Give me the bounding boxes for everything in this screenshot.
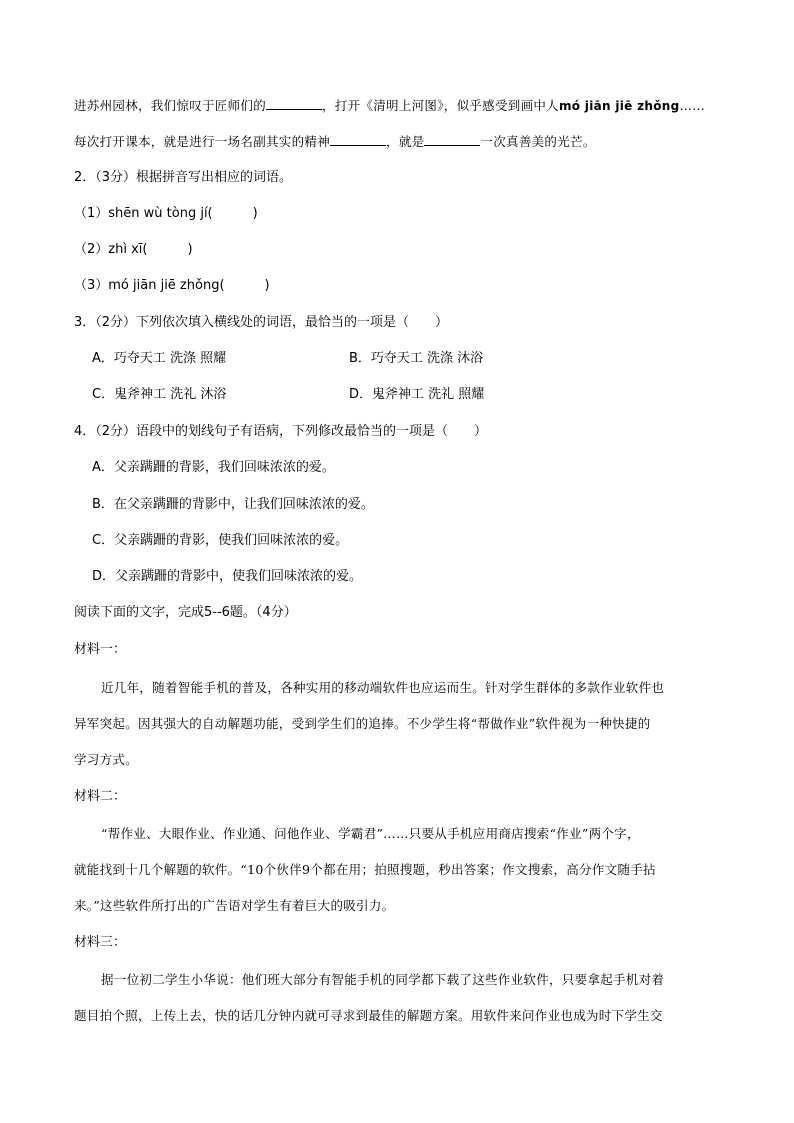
material-2-line: “帮作业、大眼作业、作业通、问他作业、学霸君”……只要从手机应用商店搜索“作业”两个字， <box>101 826 640 841</box>
question-4-title: 4．（2分）语段中的划线句子有语病，下列修改最恰当的一项是（ ） <box>74 424 488 439</box>
passage-text: 每次打开课本，就是进行一场名副其实的精神 <box>74 134 331 149</box>
reading-intro: 阅读下面的文字，完成5--6题。（4分） <box>74 605 297 620</box>
material-3-title: 材料三： <box>74 935 127 950</box>
passage-text: 一次真善美的光芒。 <box>480 134 596 149</box>
material-2-title: 材料二： <box>74 789 127 804</box>
material-2-line: 就能找到十几个解题的软件。“10个伙伴9个都在用；拍照搜题，秒出答案；作文搜索，高分作文随手拈 <box>74 862 656 877</box>
fill-blank <box>330 133 386 146</box>
question-2-item-1 <box>74 206 258 222</box>
question-4-option-b: B．在父亲蹒跚的背影中，让我们回味浓浓的爱。 <box>92 497 374 512</box>
passage-text: 进苏州园林，我们惊叹于匠师们的 <box>74 98 267 113</box>
material-1-line: 学习方式。 <box>74 752 139 767</box>
material-1-line: 近几年，随着智能手机的普及，各种实用的移动端软件也应运而生。针对学生群体的多款作业软件也 <box>101 680 665 695</box>
fill-blank <box>266 97 322 110</box>
passage-text: ，打开《清明上河图》，似乎感受到画中人 <box>322 98 559 113</box>
question-4-option-d: D．父亲蹒跚的背影中，使我们回味浓浓的爱。 <box>92 569 363 584</box>
pinyin-prompt: （2）zhì xī( <box>74 242 148 257</box>
material-2-line: 来。”这些软件所打出的广告语对学生有着巨大的吸引力。 <box>74 898 395 913</box>
fill-blank <box>424 133 480 146</box>
passage-line-1 <box>74 97 705 114</box>
passage-text: ，就是 <box>386 134 425 149</box>
question-2-item-2 <box>74 242 193 258</box>
material-1-line: 异军突起。因其强大的自动解题功能，受到学生们的追捧。不少学生将“帮做作业”软件视为一种快捷的 <box>74 716 651 731</box>
passage-text: …… <box>679 98 706 113</box>
question-3-option-c: C．鬼斧神工 洗礼 沐浴 <box>92 387 227 402</box>
pinyin-prompt: （3）mó jiān jiē zhǒng( <box>74 278 225 293</box>
question-4-option-c: C．父亲蹒跚的背影，使我们回味浓浓的爱。 <box>92 533 349 548</box>
pinyin-prompt: （1）shēn wù tòng jí( <box>74 206 213 221</box>
question-2-title: 2．（3分）根据拼音写出相应的词语。 <box>74 170 293 185</box>
material-3-line: 题目拍个照，上传上去，快的话几分钟内就可寻求到最佳的解题方案。用软件来问作业也成为时下学生交 <box>74 1008 663 1023</box>
question-3-option-b: B．巧夺天工 洗涤 沐浴 <box>349 351 484 366</box>
close-paren: ) <box>264 278 270 293</box>
question-3-option-d: D．鬼斧神工 洗礼 照耀 <box>349 387 485 402</box>
question-3-title: 3．（2分）下列依次填入横线处的词语，最恰当的一项是（ ） <box>74 315 449 330</box>
material-3-line: 据一位初二学生小华说：他们班大部分有智能手机的同学都下载了这些作业软件，只要拿起手机对着 <box>101 972 665 987</box>
question-2-item-3 <box>74 278 270 294</box>
pinyin-text: mó jiān jiē zhǒng <box>558 99 680 113</box>
question-3-option-a: A．巧夺天工 洗涤 照耀 <box>92 351 227 366</box>
close-paren: ) <box>252 206 258 221</box>
question-4-option-a: A．父亲蹒跚的背影，我们回味浓浓的爱。 <box>92 460 335 475</box>
material-1-title: 材料一： <box>74 642 127 657</box>
close-paren: ) <box>187 242 193 257</box>
passage-line-2 <box>74 133 596 150</box>
